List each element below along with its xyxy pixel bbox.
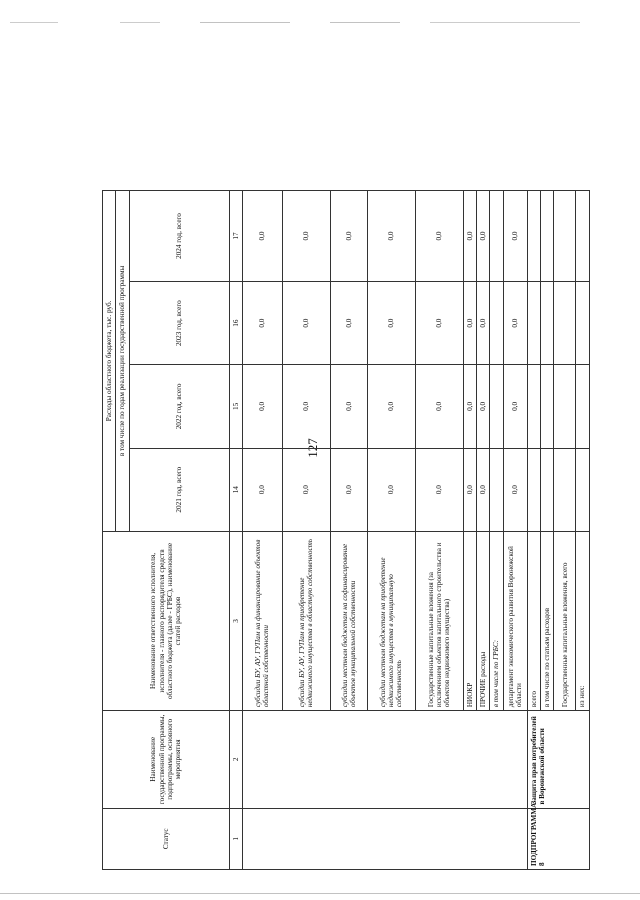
header-year-2022: 2022 год, всего [129,365,229,448]
value-cell [554,191,576,282]
header-executor: Наименование ответственного исполнителя, исполнителя - главного распорядителя средств областного бюджета (далее - ГРБС), наименование статей расходов [103,531,230,710]
header-expenses-sub: в том числе по годам реализации государственной программы [116,191,129,532]
value-cell: 0,0 [415,282,463,365]
scan-artifact [330,22,400,23]
value-cell: 0,0 [282,282,330,365]
value-cell [540,365,553,448]
value-cell: 0,0 [242,282,282,365]
header-year-2023: 2023 год, всего [129,282,229,365]
value-cell: 0,0 [503,365,527,448]
table-row [527,191,540,870]
value-cell [576,365,589,448]
value-cell: 0,0 [503,282,527,365]
row-label: Государственные капитальные вложения, всего [554,531,576,710]
value-cell: 0,0 [242,448,282,531]
value-cell [576,282,589,365]
col-number: 15 [229,365,242,448]
value-cell: 0,0 [282,448,330,531]
value-cell: 0,0 [415,448,463,531]
scan-artifact [200,22,290,23]
row-label: ПРОЧИЕ расходы [477,531,490,710]
row-label: из них: [576,531,589,710]
value-cell [490,282,503,365]
row-label: в том числе по статьям расходов [540,531,553,710]
expenses-table-rotated [102,190,587,870]
value-cell: 0,0 [415,365,463,448]
header-expenses-title: Расходы областного бюджета, тыс. руб. [103,191,116,532]
value-cell: 0,0 [503,191,527,282]
value-cell: 0,0 [330,365,367,448]
value-cell [554,365,576,448]
value-cell: 0,0 [330,448,367,531]
header-year-2021: 2021 год, всего [129,448,229,531]
row-label: департамент экономического развития Воронежской области [503,531,527,710]
row-label: Государственные капитальные вложения (за исключением объектов капитального строительства и объектов недвижимого имущества) [415,531,463,710]
status-cell-empty [242,808,527,869]
value-cell [527,365,540,448]
value-cell: 0,0 [463,282,476,365]
value-cell [554,282,576,365]
program-cell-empty [242,711,527,808]
value-cell: 0,0 [242,191,282,282]
page-number: 127 [304,438,320,458]
value-cell [540,282,553,365]
value-cell: 0,0 [367,448,415,531]
value-cell: 0,0 [415,191,463,282]
row-label: субсидии местным бюджетам на приобретение недвижимого имущества в муниципальную собственность [367,531,415,710]
value-cell: 0,0 [282,191,330,282]
value-cell: 0,0 [463,191,476,282]
subprogram-name: Защита прав потребителей в Воронежской области [527,711,589,808]
col-number: 1 [229,808,242,869]
value-cell [527,448,540,531]
header-year-2024: 2024 год, всего [129,191,229,282]
row-label: субсидии БУ, АУ, ГУПам на приобретение недвижимого имущества в областную собственность [282,531,330,710]
value-cell: 0,0 [367,365,415,448]
row-label: НИОКР [463,531,476,710]
header-program-name: Наименование государственной программы, подпрограммы, основного мероприятия [103,711,230,808]
value-cell [490,448,503,531]
row-label: в том числе по ГРБС: [490,531,503,710]
col-number: 16 [229,282,242,365]
value-cell: 0,0 [477,448,490,531]
value-cell [540,448,553,531]
value-cell [527,191,540,282]
header-status: Статус [103,808,230,869]
value-cell: 0,0 [463,365,476,448]
col-number: 14 [229,448,242,531]
value-cell [576,448,589,531]
value-cell: 0,0 [330,191,367,282]
col-number: 17 [229,191,242,282]
value-cell: 0,0 [503,448,527,531]
value-cell: 0,0 [242,365,282,448]
table-row [242,191,282,870]
value-cell [540,191,553,282]
subprogram-status: ПОДПРОГРАММА 8 [527,808,589,869]
value-cell: 0,0 [282,365,330,448]
value-cell [576,191,589,282]
row-label: субсидии местным бюджетам на софинансирование объектов муниципальной собственности [330,531,367,710]
row-label: субсидии БУ, АУ, ГУПам на финансирование объектов областной собственности [242,531,282,710]
col-number: 3 [229,531,242,710]
value-cell [490,191,503,282]
value-cell [527,282,540,365]
expenses-table [102,190,590,870]
value-cell [554,448,576,531]
value-cell: 0,0 [477,282,490,365]
col-number: 2 [229,711,242,808]
scan-artifact [120,22,160,23]
scan-artifact [10,22,58,23]
scan-artifact [430,22,580,23]
value-cell: 0,0 [463,448,476,531]
row-label: всего [527,531,540,710]
value-cell: 0,0 [330,282,367,365]
value-cell: 0,0 [367,282,415,365]
value-cell [490,365,503,448]
value-cell: 0,0 [367,191,415,282]
value-cell: 0,0 [477,365,490,448]
value-cell: 0,0 [477,191,490,282]
footer-divider [0,893,640,894]
